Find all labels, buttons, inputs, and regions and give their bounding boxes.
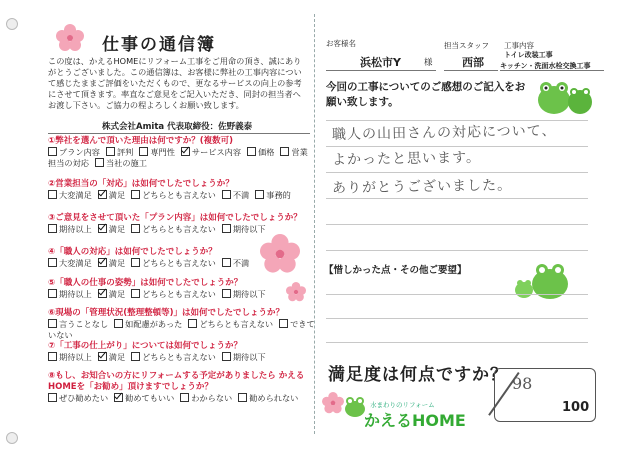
page-title: 仕事の通信簿 xyxy=(102,35,216,55)
ruled-line xyxy=(326,224,588,225)
option-label: 期待以下 xyxy=(232,352,266,362)
option-label: どちらとも言えない xyxy=(199,319,274,329)
answer-option[interactable] xyxy=(131,190,216,200)
survey-question xyxy=(48,179,316,201)
checkbox[interactable] xyxy=(98,289,107,298)
survey-question xyxy=(48,136,316,169)
option-label: 営業担当の対応 xyxy=(48,147,308,168)
question-text xyxy=(48,278,316,289)
checkbox[interactable] xyxy=(98,352,107,361)
answer-option[interactable] xyxy=(180,393,232,403)
answer-option[interactable] xyxy=(106,147,133,157)
checkbox[interactable] xyxy=(131,289,140,298)
question-highlight: 「対応」 xyxy=(97,179,132,189)
question-suffix: は如何でしたでしょうか？ xyxy=(131,179,234,189)
answer-option[interactable] xyxy=(131,224,216,234)
question-prefix: 営業担当の xyxy=(55,179,98,189)
question-text xyxy=(48,136,316,147)
option-label: どちらとも言えない xyxy=(142,190,216,200)
checkbox[interactable] xyxy=(114,393,123,402)
option-label: 当社の施工 xyxy=(105,158,147,168)
option-label: 期待以上 xyxy=(59,224,92,234)
underline xyxy=(326,70,436,71)
checkbox[interactable] xyxy=(98,258,107,267)
underline xyxy=(500,70,604,71)
question-text xyxy=(48,308,316,319)
answer-option[interactable] xyxy=(222,289,266,299)
score-value: 98 xyxy=(512,374,533,393)
checkbox[interactable] xyxy=(181,147,190,156)
checkbox[interactable] xyxy=(98,224,107,233)
question-prefix: 弊社を選んで頂いた理由は何ですか？(複数可) xyxy=(55,136,233,146)
option-label: 事務的 xyxy=(266,190,291,200)
question-number: ⑦ xyxy=(48,341,56,351)
answer-option[interactable] xyxy=(139,147,175,157)
answer-options xyxy=(48,352,316,363)
checkbox[interactable] xyxy=(114,319,123,328)
work-item: トイレ改装工事 xyxy=(504,51,553,59)
option-label: 評判 xyxy=(116,147,134,157)
ruled-line xyxy=(326,198,588,199)
honorific: 様 xyxy=(424,58,433,68)
question-number: ⑥ xyxy=(48,308,56,318)
answer-option[interactable] xyxy=(131,258,216,268)
ruled-line xyxy=(326,294,588,295)
answer-option[interactable] xyxy=(238,393,298,403)
question-number: ③ xyxy=(48,213,56,223)
question-text xyxy=(48,213,316,224)
checkbox[interactable] xyxy=(48,147,57,156)
survey-question xyxy=(48,278,316,300)
option-label: できていない xyxy=(48,319,315,340)
question-suffix: は如何でしたでしょうか？ xyxy=(199,213,302,223)
answer-option[interactable] xyxy=(188,319,273,329)
answer-option[interactable] xyxy=(48,319,108,329)
handwritten-comment-line: ありがとうございました。 xyxy=(331,177,513,197)
option-label: 専門性 xyxy=(150,147,175,157)
option-label: どちらとも言えない xyxy=(142,224,216,234)
checkbox[interactable] xyxy=(48,258,57,267)
question-prefix: ご意見をさせて頂いた xyxy=(55,213,141,223)
answer-option[interactable] xyxy=(48,289,92,299)
handwritten-comment-line: よかったと思います。 xyxy=(331,149,482,169)
logo-tagline: 水まわりのリフォーム xyxy=(370,401,435,409)
question-number: ② xyxy=(48,179,56,189)
staff-name: 西部 xyxy=(462,56,484,69)
option-label: 満足 xyxy=(108,289,126,299)
answer-option[interactable] xyxy=(48,352,92,362)
satisfaction-question: 満足度は何点ですか？ xyxy=(328,365,508,385)
option-label: 如配慮があった xyxy=(125,319,183,329)
company-logo: かえるHOME xyxy=(364,411,466,430)
answer-option[interactable] xyxy=(98,224,125,234)
ruled-line xyxy=(326,342,588,343)
answer-option[interactable] xyxy=(48,393,108,403)
question-suffix: については如何でしょうか？ xyxy=(131,341,243,351)
survey-question xyxy=(48,308,316,341)
option-label: 期待以下 xyxy=(232,224,266,234)
answer-option[interactable] xyxy=(48,147,100,157)
option-label: 満足 xyxy=(108,352,126,362)
frog-logo-icon xyxy=(344,394,366,418)
question-highlight: 「プラン内容」 xyxy=(140,213,200,223)
question-suffix: は如何でしたでしょうか？ xyxy=(140,278,243,288)
frog-mascot-icon xyxy=(532,76,598,116)
question-text xyxy=(48,341,316,352)
question-number: ⑧ xyxy=(48,371,56,381)
option-label: ぜひ勧めたい xyxy=(59,393,109,403)
answer-options xyxy=(48,147,316,169)
option-label: 期待以上 xyxy=(59,289,92,299)
survey-question xyxy=(48,341,316,363)
survey-question xyxy=(48,371,316,404)
answer-option[interactable] xyxy=(98,289,125,299)
answer-options xyxy=(48,289,316,300)
comment-prompt: 今回の工事についてのご感想のご記入をお願い致します。 xyxy=(326,81,526,108)
option-label: 勧めてもいい xyxy=(125,393,175,403)
right-page xyxy=(318,34,608,434)
option-label: 価格 xyxy=(258,147,275,157)
checkbox[interactable] xyxy=(48,352,57,361)
survey-question xyxy=(48,213,316,235)
ruled-line xyxy=(326,250,588,251)
checkbox[interactable] xyxy=(131,352,140,361)
answer-option[interactable] xyxy=(98,352,125,362)
checkbox[interactable] xyxy=(238,393,247,402)
answer-option[interactable] xyxy=(48,258,92,268)
option-label: 満足 xyxy=(108,258,126,268)
answer-option[interactable] xyxy=(95,158,147,168)
checkbox[interactable] xyxy=(180,393,189,402)
option-label: 勧められない xyxy=(249,393,299,403)
checkbox[interactable] xyxy=(106,147,115,156)
sakura-flower-icon xyxy=(322,392,344,414)
checkbox[interactable] xyxy=(48,393,57,402)
question-suffix: は如何でしたでしょうか？ xyxy=(182,308,285,318)
answer-option[interactable] xyxy=(181,147,241,157)
staff-label: 担当スタッフ xyxy=(444,41,489,50)
work-label: 工事内容 xyxy=(504,41,534,50)
option-label: 不満 xyxy=(232,258,250,268)
checkbox[interactable] xyxy=(48,224,57,233)
binder-hole xyxy=(6,432,18,444)
customer-label: お客様名 xyxy=(326,39,356,48)
answer-options xyxy=(48,393,316,404)
ruled-line xyxy=(326,318,588,319)
option-label: どちらとも言えない xyxy=(142,258,216,268)
sakura-flower-icon xyxy=(286,282,306,302)
option-label: 言うことなし xyxy=(59,319,109,329)
answer-option[interactable] xyxy=(114,393,174,403)
option-label: わからない xyxy=(191,393,233,403)
checkbox[interactable] xyxy=(131,224,140,233)
checkbox[interactable] xyxy=(222,352,231,361)
checkbox[interactable] xyxy=(98,190,107,199)
question-text xyxy=(48,179,316,190)
option-label: プラン内容 xyxy=(59,147,100,157)
checkbox[interactable] xyxy=(222,258,231,267)
checkbox[interactable] xyxy=(95,158,104,167)
regret-section-title: 【惜しかった点・その他ご要望】 xyxy=(324,265,467,276)
answer-option[interactable] xyxy=(255,190,291,200)
option-label: 期待以下 xyxy=(232,289,266,299)
work-item: キッチン・洗面水栓交換工事 xyxy=(500,62,591,70)
option-label: どちらとも言えない xyxy=(142,289,216,299)
checkbox[interactable] xyxy=(188,319,197,328)
answer-option[interactable] xyxy=(114,319,182,329)
answer-option[interactable] xyxy=(131,352,216,362)
divider xyxy=(48,133,310,134)
intro-text: この度は、かえるHOMEにリフォーム工事をご用命の頂き、誠にありがとうございました。この通信簿は、お客様に弊社の工事内容について感じたままご評価をいただくもので、更なるサービスの向上の参考にさせて頂きます。率直なご意見をご記入いただき、同封の担当者へお渡し下さい。ご協力の程よろしくお願い致します。 xyxy=(48,56,302,110)
answer-option[interactable] xyxy=(98,190,125,200)
answer-option[interactable] xyxy=(48,224,92,234)
answer-options xyxy=(48,319,316,341)
option-label: 満足 xyxy=(108,190,126,200)
sakura-flower-icon xyxy=(56,24,84,52)
question-number: ④ xyxy=(48,247,56,257)
question-prefix: 現場の xyxy=(55,308,81,318)
sakura-flower-icon xyxy=(260,234,300,274)
checkbox[interactable] xyxy=(222,224,231,233)
option-label: 不満 xyxy=(232,190,250,200)
answer-option[interactable] xyxy=(98,258,125,268)
customer-name: 浜松市Y xyxy=(360,56,401,69)
checkbox[interactable] xyxy=(131,190,140,199)
option-label: どちらとも言えない xyxy=(142,352,216,362)
question-number: ⑤ xyxy=(48,278,56,288)
handwritten-comment-line: 職人の山田さんの対応について、 xyxy=(331,123,557,143)
company-signature: 株式会社Amita 代表取締役：佐野義泰 xyxy=(102,122,253,132)
checkbox[interactable] xyxy=(222,190,231,199)
checkbox[interactable] xyxy=(247,147,256,156)
checkbox[interactable] xyxy=(139,147,148,156)
question-text xyxy=(48,371,316,393)
question-number: ① xyxy=(48,136,56,146)
option-label: サービス内容 xyxy=(191,147,242,157)
score-max: 100 xyxy=(562,400,590,415)
binder-hole xyxy=(6,18,18,30)
answer-option[interactable] xyxy=(222,224,266,234)
checkbox[interactable] xyxy=(255,190,264,199)
checkbox[interactable] xyxy=(131,258,140,267)
question-suffix: は如何でしたでしょうか？ xyxy=(114,247,217,257)
underline xyxy=(444,70,498,71)
question-highlight: 「職人の仕事の姿勢」 xyxy=(55,278,141,288)
option-label: 大変満足 xyxy=(59,190,92,200)
checkbox[interactable] xyxy=(280,147,289,156)
answer-option[interactable] xyxy=(222,258,249,268)
answer-options xyxy=(48,190,316,201)
checkbox[interactable] xyxy=(48,190,57,199)
question-highlight: 「職人の対応」 xyxy=(55,247,115,257)
answer-option[interactable] xyxy=(247,147,274,157)
option-label: 期待以上 xyxy=(59,352,92,362)
answer-option[interactable] xyxy=(222,352,266,362)
left-page xyxy=(42,12,315,442)
ruled-line xyxy=(326,172,588,173)
checkbox[interactable] xyxy=(48,289,57,298)
question-highlight: 「工事の仕上がり」 xyxy=(55,341,132,351)
checkbox[interactable] xyxy=(222,289,231,298)
checkbox[interactable] xyxy=(279,319,288,328)
answer-option[interactable] xyxy=(222,190,249,200)
answer-option[interactable] xyxy=(131,289,216,299)
option-label: 満足 xyxy=(108,224,126,234)
answer-option[interactable] xyxy=(48,190,92,200)
checkbox[interactable] xyxy=(48,319,57,328)
question-highlight: 「管理状況(整理整頓等)」 xyxy=(80,308,182,318)
question-prefix: もし、お知合いの方にリフォームする予定がありましたら かえるHOMEを「お勧め」頂けますでしょうか？ xyxy=(48,371,305,392)
option-label: 大変満足 xyxy=(59,258,92,268)
